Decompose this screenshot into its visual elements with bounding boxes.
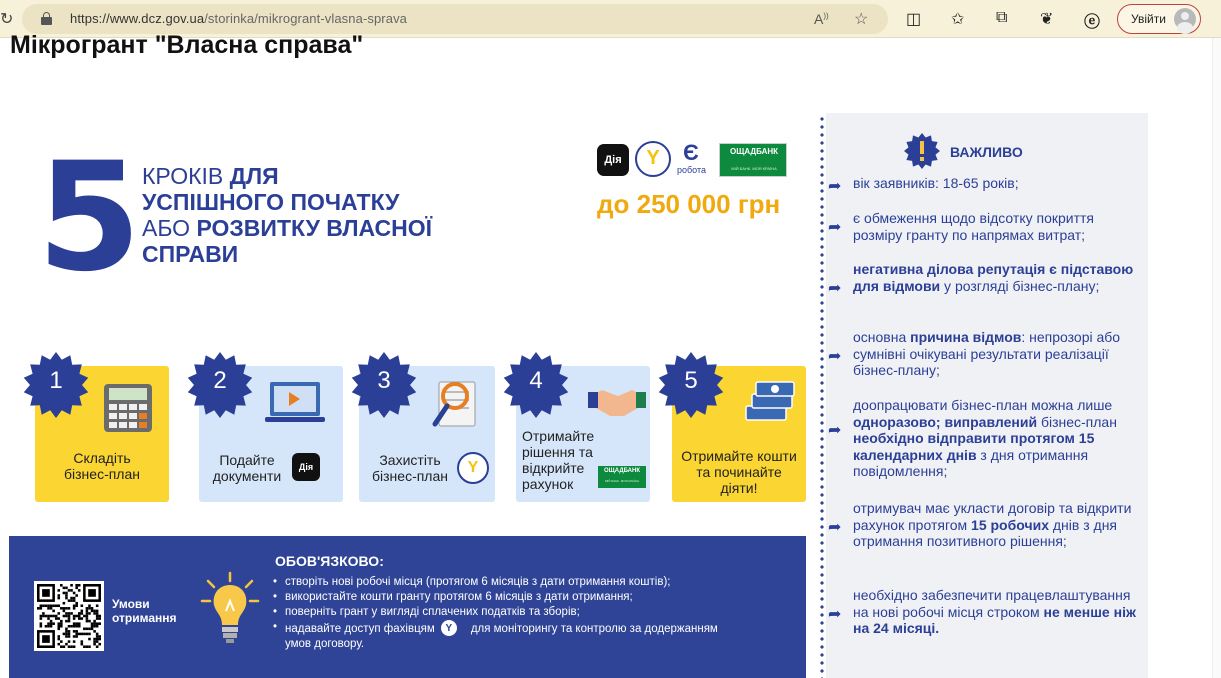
split-screen-icon[interactable]: ◫ [906, 11, 922, 28]
important-panel [826, 113, 1148, 678]
mandatory-item: • використайте кошти гранту протягом 6 місяців з дати отримання; [273, 590, 793, 605]
grant-amount: до 250 000 грн [597, 189, 781, 219]
oschadbank-name: ОЩАДБАНК [729, 147, 779, 156]
important-item-part: з дня отримання повідомлення; [853, 446, 1089, 479]
exclamation-badge-icon [904, 133, 940, 169]
step-badge-3 [351, 352, 417, 418]
mandatory-item: • створіть нові робочі місця (протягом 6 місяців з дати отримання коштів); [273, 575, 793, 590]
step-label: Отримайте [522, 428, 595, 444]
important-item-part: доопрацювати бізнес-план можна лише [853, 397, 1113, 413]
favorite-star-icon[interactable]: ☆ [854, 11, 869, 28]
important-item-part: не менше ніж на 24 місяці. [853, 603, 1136, 636]
share-arrow-icon: ➦ [828, 280, 842, 297]
headline-part: УСПІШНОГО ПОЧАТКУ [142, 189, 400, 215]
step-number: 3 [377, 367, 391, 394]
dcz-logo [441, 620, 457, 636]
calculator-icon [101, 382, 155, 434]
step-badge-4 [503, 352, 569, 418]
big-number: 5 [37, 131, 142, 305]
conditions-label-line: отримання [112, 611, 177, 625]
step-label: Складіть [73, 450, 131, 466]
lightbulb-icon [200, 571, 260, 651]
headline-part: РОЗВИТКУ ВЛАСНОЇ [196, 215, 432, 241]
important-item-part: у розгляді бізнес-плану; [940, 277, 1100, 294]
mandatory-title: ОБОВ'ЯЗКОВО: [275, 553, 384, 569]
step-label: бізнес-план [64, 466, 140, 482]
diia-logo: Дія [292, 453, 320, 481]
important-item-text [853, 210, 1143, 243]
signin-button[interactable] [1117, 4, 1201, 34]
favorites-icon[interactable]: ✩ [951, 11, 965, 28]
important-item-part: одноразово; виправлений [853, 413, 1038, 430]
step-number: 2 [213, 367, 227, 394]
handshake-icon [588, 382, 646, 422]
step-label: бізнес-план [372, 468, 448, 484]
important-item-part: необхідно забезпечити працевлаштування на нові робочі місця строком [853, 587, 1131, 620]
important-item-part: необхідно відправити протягом 15 календарних днів [853, 430, 1095, 463]
oschadbank-name: ОЩАДБАНК [603, 468, 641, 474]
important-item-text [853, 175, 1143, 192]
important-item-part: днів з дня отримання позитивного рішення; [853, 516, 1118, 549]
diia-logo: Дія [597, 144, 629, 176]
step-label: рахунок [522, 476, 574, 492]
url-text[interactable] [70, 11, 407, 26]
oschadbank-logo [598, 466, 646, 488]
important-item-part: негативна ділова репутація є підставою для відмови [853, 261, 1134, 294]
step-label: Подайте [219, 452, 275, 468]
important-item-part: 15 робочих [971, 516, 1049, 533]
important-item-part: основна [853, 329, 911, 345]
important-item-part: отримувач має укласти договір та відкрити рахунок протягом [853, 500, 1132, 533]
mandatory-item [273, 620, 793, 652]
step-label: відкрийте [522, 460, 585, 476]
headline-part: АБО [142, 215, 197, 241]
read-aloud-icon[interactable]: A)) [814, 11, 829, 27]
important-item-part: є обмеження щодо відсотку покриття розміру гранту по напрямах витрат; [853, 210, 1094, 243]
erobota-text: робота [677, 165, 706, 175]
partner-logos [597, 141, 789, 179]
step-label: документи [212, 468, 282, 484]
performance-icon[interactable]: ❦ [1040, 11, 1054, 28]
important-item-part: : непрозорі або сумнівні очікувані результати реалізації бізнес-плану; [853, 329, 1121, 378]
headline-part: СПРАВИ [142, 241, 239, 267]
infographic [9, 113, 806, 678]
reload-icon[interactable]: ↻ [0, 11, 14, 28]
share-arrow-icon: ➦ [828, 519, 842, 536]
edge-ie-mode-icon[interactable]: ⓔ [1084, 14, 1101, 31]
important-item-text [853, 261, 1143, 294]
step-label: та починайте [696, 464, 782, 480]
step-badge-5 [658, 352, 724, 418]
share-arrow-icon: ➦ [828, 348, 842, 365]
erobota-letter: Є [683, 140, 699, 165]
share-arrow-icon: ➦ [828, 422, 842, 439]
collections-icon[interactable]: ⧉ [996, 9, 1008, 26]
qr-code[interactable] [34, 581, 104, 651]
important-item-text [853, 500, 1143, 550]
oschadbank-slogan: МІЙ БАНК. МОЯ КРАЇНА [731, 166, 777, 171]
mandatory-list [273, 575, 793, 652]
step-number: 4 [529, 367, 543, 394]
money-stack-icon [742, 376, 798, 428]
headline-part: ДЛЯ [229, 163, 279, 189]
important-item-part: вік заявників: 18-65 років; [853, 175, 1019, 191]
step-number: 1 [49, 367, 63, 394]
headline [142, 163, 432, 267]
conditions-label [112, 597, 177, 625]
qr-code-icon [37, 584, 101, 648]
signin-label: Увійти [1131, 12, 1166, 26]
important-title: ВАЖЛИВО [950, 144, 1023, 160]
magnifier-document-icon [429, 374, 483, 432]
headline-part: КРОКІВ [142, 163, 230, 189]
step-number: 5 [684, 367, 698, 394]
oschadbank-slogan: МІЙ БАНК. МОЯ КРАЇНА [604, 479, 640, 483]
important-item-part: причина відмов [910, 329, 1022, 345]
url-domain: https://www.dcz.gov.ua [70, 11, 205, 26]
laptop-icon [265, 380, 325, 426]
dcz-logo [635, 141, 671, 177]
mandatory-band [9, 536, 806, 678]
oschadbank-logo [719, 143, 787, 177]
scrollbar[interactable] [1212, 38, 1221, 678]
conditions-label-line: Умови [112, 597, 150, 611]
important-item-text [853, 587, 1143, 637]
avatar-icon [1174, 8, 1196, 30]
step-label: Отримайте кошти [681, 448, 797, 464]
share-arrow-icon: ➦ [828, 219, 842, 236]
step-label: рішення та [522, 444, 593, 460]
important-item-text [853, 397, 1143, 480]
erobota-logo [677, 141, 705, 179]
mandatory-item: • поверніть грант у вигляді сплачених податків та зборів; [273, 605, 793, 620]
dotted-divider [820, 115, 824, 678]
dcz-logo: Y [457, 452, 489, 484]
step-label: Захистіть [379, 452, 441, 468]
important-item-part: бізнес-план [1037, 413, 1117, 430]
url-path: /storinka/mikrogrant-vlasna-sprava [204, 11, 407, 26]
mandatory-item-text: надавайте доступ фахівцям [285, 623, 435, 635]
mandatory-item-text: для моніторингу та контролю за додержанням [470, 623, 718, 635]
lock-icon[interactable] [41, 12, 52, 25]
step-label: діяти! [720, 480, 758, 496]
step-badge-2 [187, 352, 253, 418]
share-arrow-icon: ➦ [828, 606, 842, 623]
step-badge-1 [23, 352, 89, 418]
page-title: Мікрогрант "Власна справа" [10, 31, 364, 59]
share-arrow-icon: ➦ [828, 178, 842, 195]
mandatory-item-text: умов договору. [285, 638, 365, 650]
important-item-text [853, 329, 1143, 379]
